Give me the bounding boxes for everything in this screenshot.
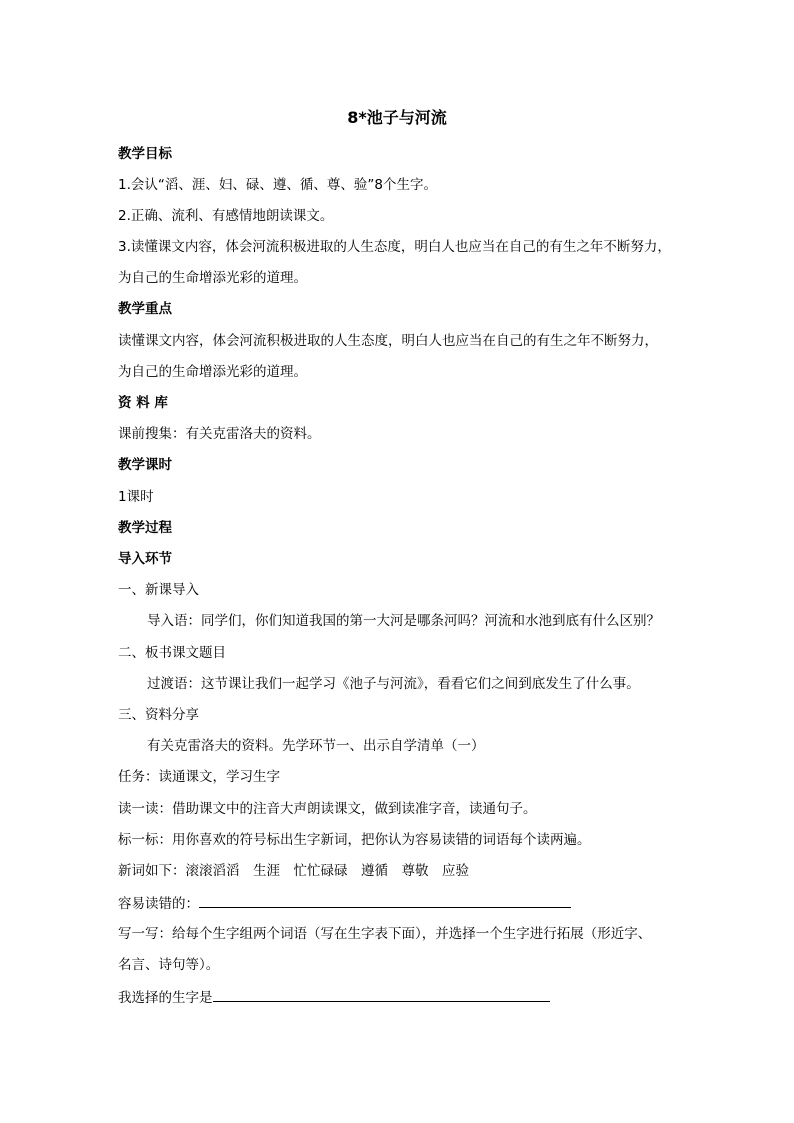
document-title: 8*池子与河流: [347, 108, 447, 127]
step-1-text: 导入语：同学们，你们知道我国的第一大河是哪条河吗？河流和水池到底有什么区别？: [147, 613, 660, 629]
goal-3-line-2: 为自己的生命增添光彩的道理。: [118, 270, 307, 286]
read-instruction: 读一读：借助课文中的注音大声朗读课文，做到读准字音，读通句子。: [118, 801, 537, 817]
step-3-heading: 三、资料分享: [118, 707, 199, 723]
chosen-character-row: [118, 987, 550, 1007]
goals-heading: 教学目标: [118, 146, 172, 162]
write-instruction-line-2: 名言、诗句等）。: [118, 957, 220, 973]
easy-wrong-row: [118, 893, 571, 913]
easy-wrong-blank[interactable]: [199, 893, 571, 908]
step-3-text: 有关克雷洛夫的资料。先学环节一、出示自学清单（一）: [147, 738, 485, 754]
resources-text: 课前搜集：有关克雷洛夫的资料。: [118, 426, 321, 442]
hours-text: 1课时: [118, 489, 154, 505]
process-heading: 教学过程: [118, 520, 172, 536]
step-1-heading: 一、新课导入: [118, 582, 199, 598]
goal-1: 1.会认“滔、涯、妇、碌、遵、循、尊、验”8个生字。: [118, 177, 437, 193]
easy-wrong-label: 容易读错的：: [118, 896, 199, 912]
focus-heading: 教学重点: [118, 301, 172, 317]
goal-3-line-1: 3.读懂课文内容，体会河流积极进取的人生态度，明白人也应当在自己的有生之年不断努力，: [118, 239, 671, 255]
mark-instruction: 标一标：用你喜欢的符号标出生字新词，把你认为容易读错的词语每个读两遍。: [118, 832, 591, 848]
resources-heading: 资 料 库: [118, 395, 168, 411]
new-words-list: 新词如下：滚滚滔滔 生涯 忙忙碌碌 遵循 尊敬 应验: [118, 863, 469, 879]
intro-heading: 导入环节: [118, 551, 172, 567]
focus-line-1: 读懂课文内容，体会河流积极进取的人生态度，明白人也应当在自己的有生之年不断努力，: [118, 333, 658, 349]
chosen-character-blank[interactable]: [213, 987, 550, 1002]
focus-line-2: 为自己的生命增添光彩的道理。: [118, 364, 307, 380]
step-2-text: 过渡语：这节课让我们一起学习《池子与河流》，看看它们之间到底发生了什么事。: [147, 676, 640, 692]
chosen-character-label: 我选择的生字是: [118, 990, 213, 1006]
hours-heading: 教学课时: [118, 457, 172, 473]
task-text: 任务：读通课文，学习生字: [118, 769, 280, 785]
goal-2: 2.正确、流利、有感情地朗读课文。: [118, 208, 334, 224]
step-2-heading: 二、板书课文题目: [118, 645, 226, 661]
write-instruction-line-1: 写一写：给每个生字组两个词语（写在生字表下面），并选择一个生字进行拓展（形近字、: [118, 926, 652, 942]
